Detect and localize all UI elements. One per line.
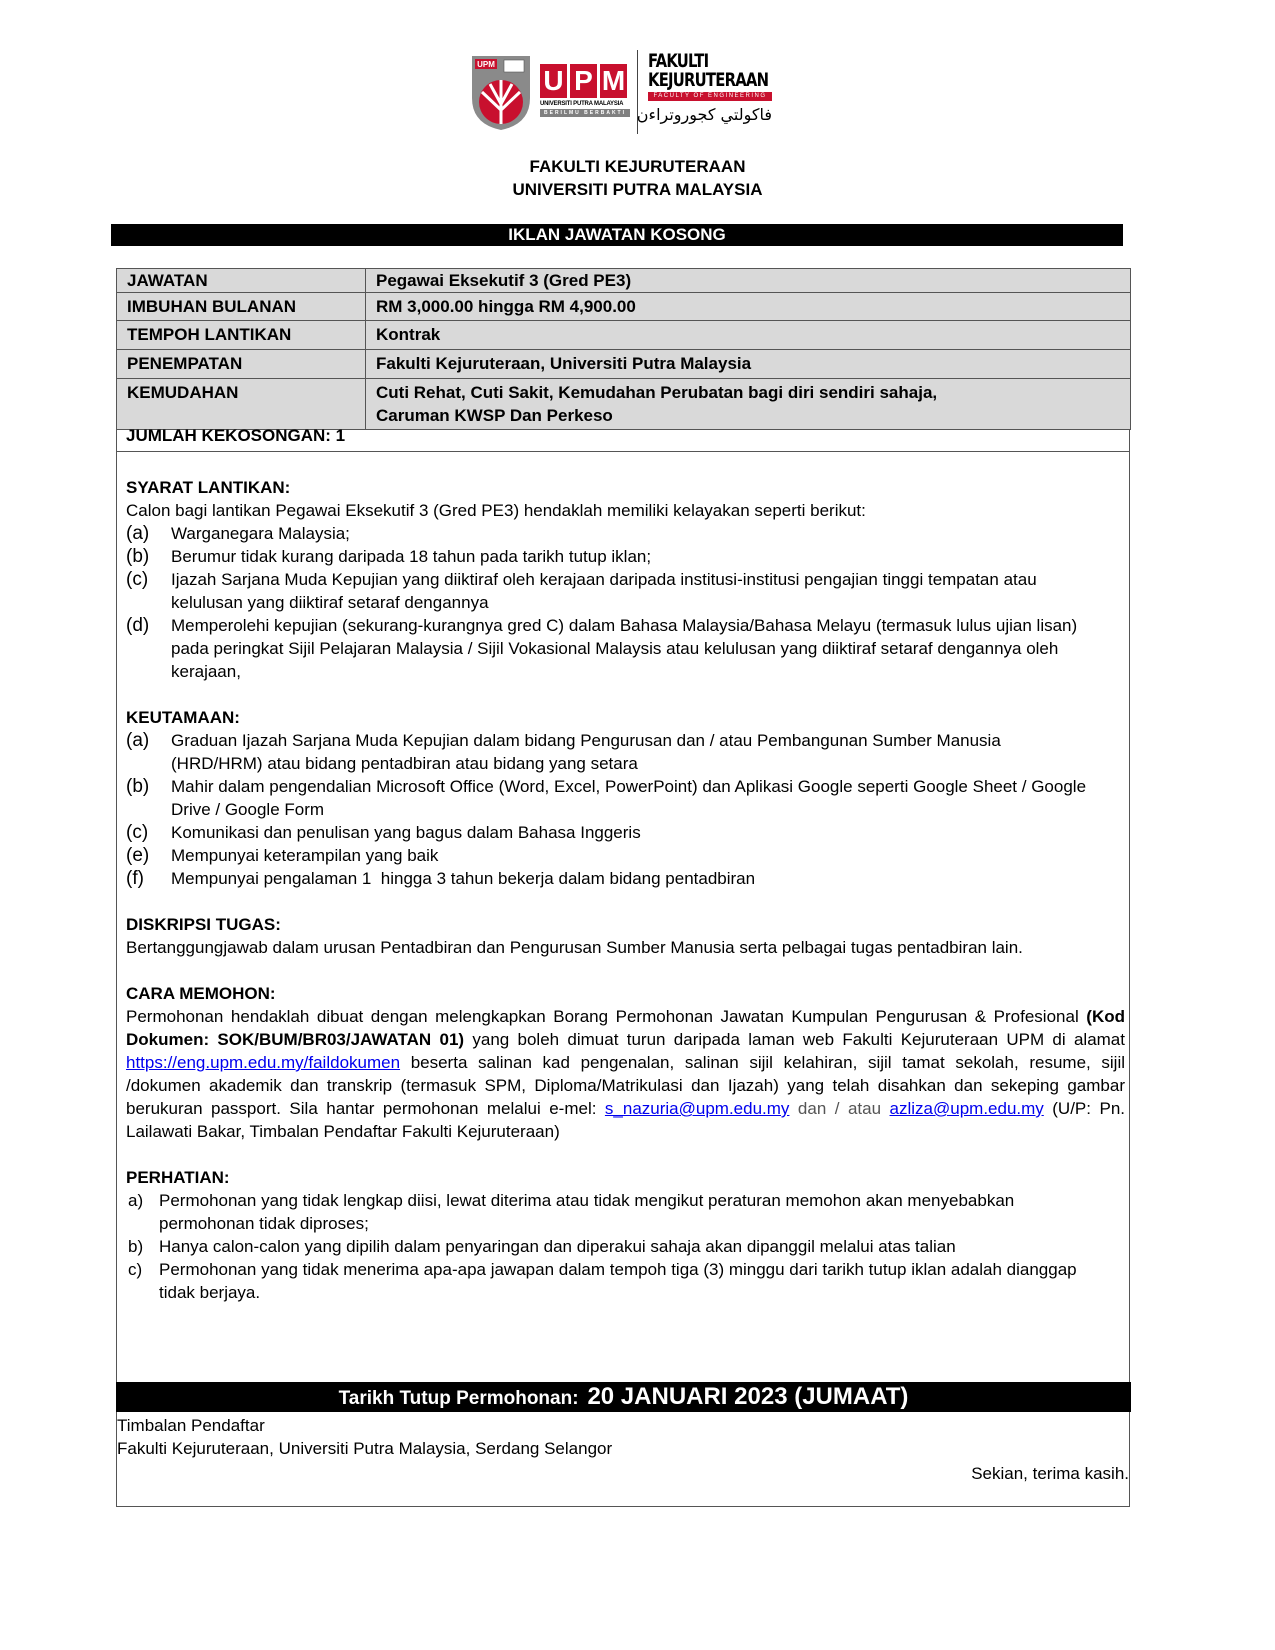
row-value-line1: Cuti Rehat, Cuti Sakit, Kemudahan Perubatan bagi diri sendiri sahaja, (376, 383, 938, 402)
list-item (126, 867, 1131, 890)
list-marker: b) (128, 1237, 144, 1256)
list-marker: (c) (126, 822, 149, 843)
wordmark-letter: U (540, 64, 567, 98)
list-marker: (b) (126, 546, 150, 567)
list-text: Mahir dalam pengendalian Microsoft Office (Word, Excel, PowerPoint) dan Aplikasi Google seperti Google Sheet / Google Drive / Google Form (171, 777, 1087, 819)
document-body (126, 476, 1131, 1304)
list-item (126, 1235, 1131, 1258)
upm-crest-icon (470, 54, 532, 132)
list-marker: (a) (126, 523, 150, 544)
faculty-title-line2: KEJURUTERAAN (648, 69, 769, 91)
list-marker: (f) (126, 868, 144, 889)
section-divider (116, 451, 1130, 452)
download-link[interactable]: https://eng.upm.edu.my/faildokumen (126, 1053, 401, 1072)
cara-connector: dan / atau (789, 1099, 890, 1118)
email-link-2[interactable]: azliza@upm.edu.my (889, 1099, 1044, 1118)
row-value-line2: Caruman KWSP Dan Perkeso (376, 406, 613, 425)
list-item (126, 522, 1131, 545)
closing-date-value: 20 JANUARI 2023 (JUMAAT) (587, 1383, 909, 1410)
list-text: Warganegara Malaysia; (171, 524, 350, 543)
table-row (117, 350, 1131, 379)
upm-wordmark (540, 64, 630, 128)
list-marker: (d) (126, 615, 150, 636)
list-text: Memperolehi kepujian (sekurang-kurangnya gred C) dalam Bahasa Malaysia/Bahasa Melayu (termasuk lulus ujian lisan) pada peringkat Sijil Pelajaran Malaysia / Sijil Vokasional Malaysis atau kelulusan yang diiktiraf setaraf dengannya oleh kerajaan, (171, 616, 1078, 681)
list-text: Mempunyai pengalaman 1 hingga 3 tahun bekerja dalam bidang pentadbiran (171, 869, 756, 888)
section-heading-cara: CARA MEMOHON: (126, 984, 276, 1003)
document-code: (Kod Dokumen: SOK/BUM/BR03/JAWATAN 01) (126, 1007, 1125, 1049)
list-item (126, 1258, 1131, 1304)
list-marker: c) (128, 1260, 143, 1279)
closing-date-label: Tarikh Tutup Permohonan: (338, 1388, 579, 1409)
org-title-line1: FAKULTI KEJURUTERAAN (529, 157, 746, 176)
list-marker: (e) (126, 845, 150, 866)
syarat-intro: Calon bagi lantikan Pegawai Eksekutif 3 (Gred PE3) hendaklah memiliki kelayakan seperti berikut: (126, 501, 866, 520)
table-row (117, 321, 1131, 350)
diskripsi-text: Bertanggungjawab dalam urusan Pentadbiran dan Pengurusan Sumber Manusia serta pelbagai tugas pentadbiran lain. (126, 938, 1023, 957)
wordmark-letter: P (570, 64, 597, 98)
job-info-table (116, 268, 1131, 430)
faculty-logo (470, 48, 790, 138)
faculty-english-name: FACULTY OF ENGINEERING (648, 92, 772, 101)
list-item (126, 821, 1131, 844)
list-item (126, 568, 1131, 614)
list-text: Mempunyai keterampilan yang baik (171, 846, 439, 865)
list-item (126, 844, 1131, 867)
faculty-jawi-name: فاكولتي كجوروتراءن (636, 105, 772, 124)
signatory-title: Timbalan Pendaftar (117, 1416, 265, 1435)
signatory-address: Fakulti Kejuruteraan, Universiti Putra Malaysia, Serdang Selangor (117, 1439, 613, 1458)
list-text: Permohonan yang tidak menerima apa-apa jawapan dalam tempoh tiga (3) minggu dari tarikh tutup iklan adalah dianggap tidak berjaya. (159, 1260, 1077, 1302)
table-row (117, 379, 1131, 430)
row-label: IMBUHAN BULANAN (117, 293, 366, 321)
section-heading-diskripsi: DISKRIPSI TUGAS: (126, 915, 281, 934)
cara-text: Permohonan hendaklah dibuat dengan melengkapkan Borang Permohonan Jawatan Kumpulan Pengurusan & Profesional (126, 1007, 1087, 1026)
list-text: Hanya calon-calon yang dipilih dalam penyaringan dan diperakui sahaja akan dipanggil melalui atas talian (159, 1237, 956, 1256)
list-item (126, 545, 1131, 568)
page-banner: IKLAN JAWATAN KOSONG (111, 224, 1123, 246)
table-row (117, 293, 1131, 321)
list-text: Graduan Ijazah Sarjana Muda Kepujian dalam bidang Pengurusan dan / atau Pembangunan Sumber Manusia (HRD/HRM) atau bidang pentadbiran atau bidang yang setara (171, 731, 1001, 773)
list-item (126, 1189, 1131, 1235)
section-heading-syarat: SYARAT LANTIKAN: (126, 478, 291, 497)
row-value (366, 379, 1131, 430)
list-text: Komunikasi dan penulisan yang bagus dalam Bahasa Inggeris (171, 823, 641, 842)
row-label: TEMPOH LANTIKAN (117, 321, 366, 350)
list-text: Permohonan yang tidak lengkap diisi, lewat diterima atau tidak mengikut peraturan memohon akan menyebabkan permohonan tidak diproses; (159, 1191, 1015, 1233)
vacancy-count: JUMLAH KEKOSONGAN: 1 (126, 426, 346, 445)
cara-text: (U/P: Pn. Lailawati Bakar, Timbalan Pendaftar Fakulti Kejuruteraan) (126, 1099, 1125, 1141)
row-label: JAWATAN (117, 269, 366, 293)
list-marker: (c) (126, 569, 149, 590)
row-value: Pegawai Eksekutif 3 (Gred PE3) (366, 269, 1131, 293)
wordmark-letter: M (601, 65, 626, 96)
list-text: Berumur tidak kurang daripada 18 tahun pada tarikh tutup iklan; (171, 547, 652, 566)
closing-date-banner (116, 1382, 1131, 1412)
section-heading-perhatian: PERHATIAN: (126, 1168, 230, 1187)
table-row (117, 269, 1131, 293)
university-subtitle: UNIVERSITI PUTRA MALAYSIA (540, 101, 624, 107)
row-value: Fakulti Kejuruteraan, Universiti Putra Malaysia (366, 350, 1131, 379)
section-heading-keutamaan: KEUTAMAAN: (126, 708, 240, 727)
svg-text:UPM: UPM (477, 60, 495, 69)
list-item (126, 729, 1131, 775)
university-motto: BERILMU BERBAKTI (540, 109, 630, 117)
list-item (126, 614, 1131, 683)
email-link-1[interactable]: s_nazuria@upm.edu.my (604, 1099, 790, 1118)
row-label: KEMUDAHAN (117, 379, 366, 430)
list-marker: (a) (126, 730, 150, 751)
org-title-line2: UNIVERSITI PUTRA MALAYSIA (512, 180, 763, 199)
faculty-title-line1: FAKULTI (648, 50, 709, 72)
cara-text: yang boleh dimuat turun daripada laman web Fakulti Kejuruteraan UPM di alamat (464, 1030, 1125, 1049)
cara-paragraph (126, 1005, 1131, 1143)
row-value: RM 3,000.00 hingga RM 4,900.00 (366, 293, 1131, 321)
list-text: Ijazah Sarjana Muda Kepujian yang diiktiraf oleh kerajaan daripada institusi-institusi pengajian tinggi tempatan atau kelulusan yang diiktiraf setaraf dengannya (171, 570, 1037, 612)
list-item (126, 775, 1131, 821)
row-value: Kontrak (366, 321, 1131, 350)
row-label: PENEMPATAN (117, 350, 366, 379)
closing-remark: Sekian, terima kasih. (971, 1464, 1129, 1483)
list-marker: (b) (126, 776, 150, 797)
faculty-wordmark (636, 50, 788, 124)
list-marker: a) (128, 1191, 144, 1210)
cara-text: beserta salinan kad pengenalan, salinan sijil kelahiran, sijil tamat sekolah, resume, sijil /dokumen akademik dan transkrip (termasuk SPM, Diploma/Matrikulasi dan Ijazah) yang telah disahkan dan sekeping gambar berukuran passport. Sila hantar permohonan melalui e-mel: (126, 1053, 1125, 1118)
